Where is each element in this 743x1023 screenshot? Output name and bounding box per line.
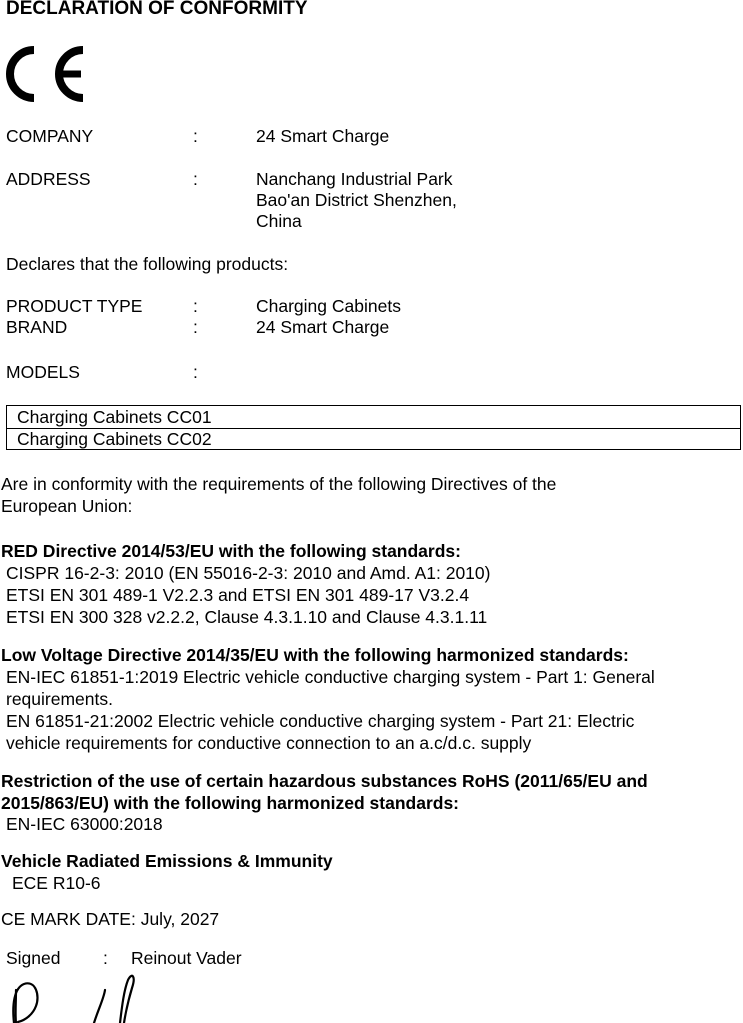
rohs-standard-1: EN-IEC 63000:2018 <box>6 814 163 834</box>
company-value: 24 Smart Charge <box>256 126 390 146</box>
address-line-3: China <box>256 211 302 231</box>
address-line-1: Nanchang Industrial Park <box>256 169 453 189</box>
signed-colon: : <box>103 948 108 968</box>
brand-label: BRAND <box>6 317 68 337</box>
ce-mark-date: CE MARK DATE: July, 2027 <box>1 909 220 929</box>
red-heading: RED Directive 2014/53/EU with the following standards: <box>1 541 461 561</box>
document-title: DECLARATION OF CONFORMITY <box>6 0 308 19</box>
red-standard-3: ETSI EN 300 328 v2.2.2, Clause 4.3.1.10 and Clause 4.3.1.11 <box>6 607 488 627</box>
address-label: ADDRESS <box>6 169 91 189</box>
vehicle-standard-1: ECE R10-6 <box>12 873 101 893</box>
lvd-standard-2-cont: vehicle requirements for conductive connection to an a.c/d.c. supply <box>6 733 532 753</box>
lvd-standard-1-cont: requirements. <box>6 689 113 709</box>
declares-text: Declares that the following products: <box>6 254 289 274</box>
red-standard-2: ETSI EN 301 489-1 V2.2.3 and ETSI EN 301 489-17 V3.2.4 <box>6 585 470 605</box>
lvd-standard-2: EN 61851-21:2002 Electric vehicle conductive charging system - Part 21: Electric <box>6 711 635 731</box>
vehicle-heading: Vehicle Radiated Emissions & Immunity <box>1 851 333 871</box>
ce-mark-logo <box>6 44 88 104</box>
models-colon: : <box>193 362 198 382</box>
address-colon: : <box>193 169 198 189</box>
lvd-heading: Low Voltage Directive 2014/35/EU with the following harmonized standards: <box>1 645 629 665</box>
conformity-line-1: Are in conformity with the requirements of the following Directives of the <box>1 474 557 494</box>
product-type-colon: : <box>193 296 198 316</box>
rohs-heading-line-1: Restriction of the use of certain hazardous substances RoHS (2011/65/EU and <box>1 771 648 791</box>
signed-value: Reinout Vader <box>131 948 242 968</box>
model-row-1: Charging Cabinets CC01 <box>17 407 212 427</box>
model-row-2: Charging Cabinets CC02 <box>17 429 212 449</box>
product-type-value: Charging Cabinets <box>256 296 401 316</box>
lvd-standard-1: EN-IEC 61851-1:2019 Electric vehicle conductive charging system - Part 1: General <box>6 667 655 687</box>
rohs-heading-line-2: 2015/863/EU) with the following harmonized standards: <box>1 793 459 813</box>
models-table <box>6 405 741 450</box>
address-line-2: Bao'an District Shenzhen, <box>256 190 457 210</box>
signature-image <box>6 970 146 1023</box>
product-type-label: PRODUCT TYPE <box>6 296 143 316</box>
company-colon: : <box>193 126 198 146</box>
brand-value: 24 Smart Charge <box>256 317 390 337</box>
company-label: COMPANY <box>6 126 94 146</box>
red-standard-1: CISPR 16-2-3: 2010 (EN 55016-2-3: 2010 and Amd. A1: 2010) <box>6 563 491 583</box>
signed-label: Signed <box>6 948 61 968</box>
conformity-line-2: European Union: <box>1 496 133 516</box>
models-label: MODELS <box>6 362 80 382</box>
brand-colon: : <box>193 317 198 337</box>
